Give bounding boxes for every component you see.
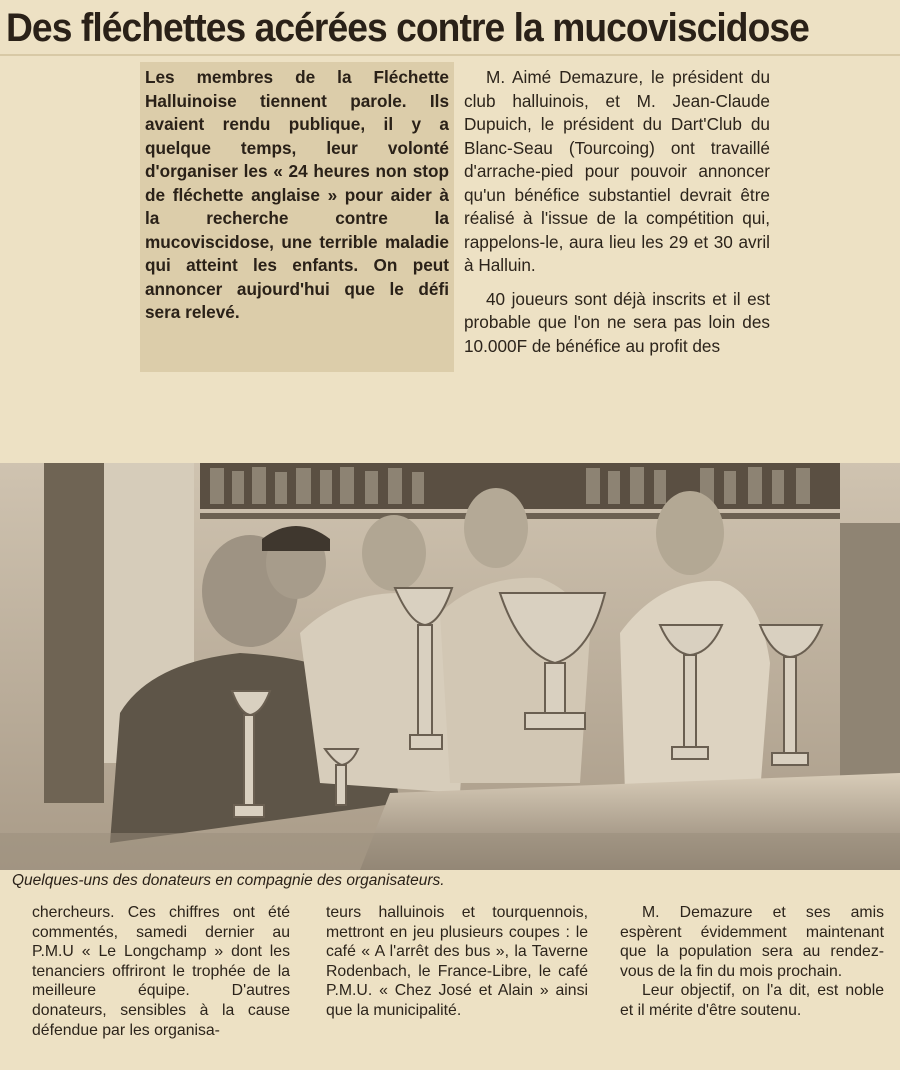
article-column-3 xyxy=(620,903,884,1021)
paragraph-researchers: chercheurs. Ces chiffres ont été commentés, samedi dernier au P.M.U « Le Longchamp » dont les tenanciers offriront le trophée de la meilleure équipe. D'autres donateurs, sensibles à la cause défendue par les organisa- xyxy=(32,904,290,1039)
paragraph-objective: Leur objectif, on l'a dit, est noble et il mérite d'être soutenu. xyxy=(620,982,884,1019)
paragraph-players: 40 joueurs sont déjà inscrits et il est probable que l'on ne sera pas loin des 10.000F de bénéfice au profit des xyxy=(464,288,770,356)
photo-caption: Quelques-uns des donateurs en compagnie des organisateurs. xyxy=(12,872,445,889)
paragraph-hope: M. Demazure et ses amis espèrent évidemment maintenant que la population sera au rendez-vous de la fin du mois prochain. xyxy=(620,904,884,980)
divider xyxy=(0,54,900,56)
headline: Des fléchettes acérées contre la mucoviscidose xyxy=(6,6,809,50)
article-column-top xyxy=(464,66,770,358)
lead-paragraph: Les membres de la Fléchette Halluinoise tiennent parole. Ils avaient rendu publique, il y a quelque temps, leur volonté d'organiser les « 24 heures non stop de fléchette anglaise » pour aider à la recherche contre la mucoviscidose, une terrible maladie qui atteint les enfants. On peut annoncer aujourd'hui que le défi sera relevé. xyxy=(145,67,449,322)
news-photo xyxy=(0,463,900,870)
article-column-2 xyxy=(326,903,588,1021)
article-column-1 xyxy=(32,903,290,1040)
paragraph-donors: teurs halluinois et tourquennois, mettront en jeu plusieurs coupes : le café « A l'arrêt des bus », la Taverne Rodenbach, le France-Libre, le café P.M.U. « Chez José et Alain » ainsi que la municipalité. xyxy=(326,904,588,1019)
paragraph-presidents: M. Aimé Demazure, le président du club halluinois, et M. Jean-Claude Dupuich, le président du Dart'Club du Blanc-Seau (Tourcoing) ont travaillé d'arrache-pied pour pouvoir annoncer qu'un bénéfice substantiel devrait être réalisé à l'issue de la compétition qui, rappelons-le, aura lieu les 29 et 30 avril à Halluin. xyxy=(464,67,770,275)
photo-trophies-icon xyxy=(0,463,900,870)
